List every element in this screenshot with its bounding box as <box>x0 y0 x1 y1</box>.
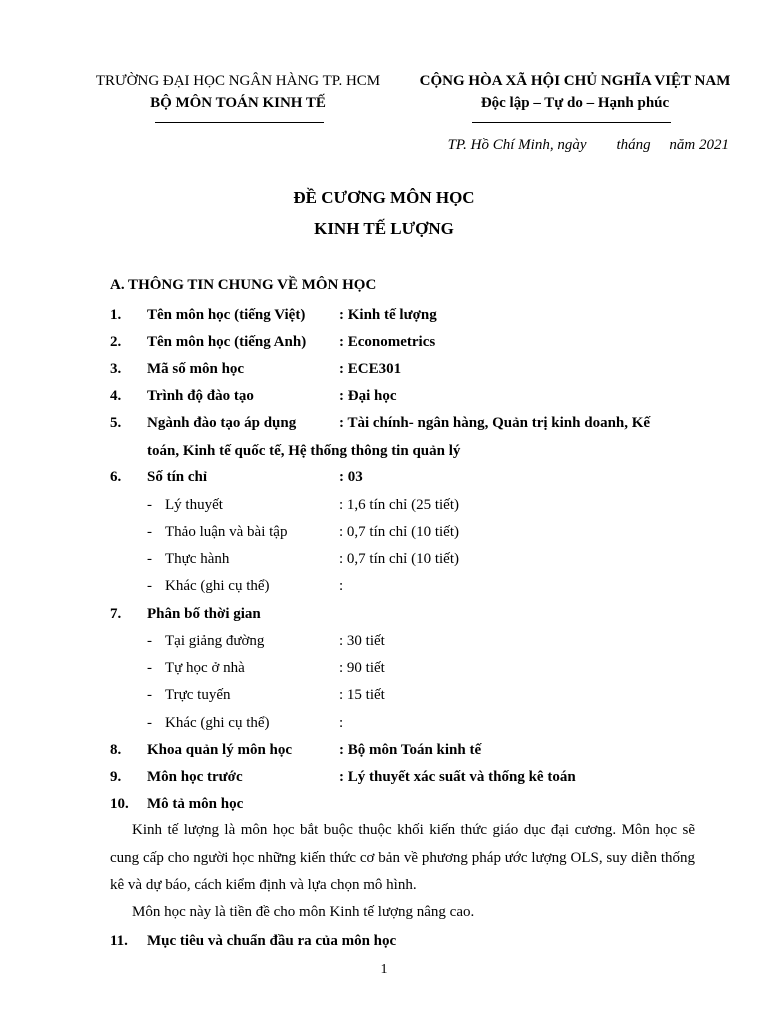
bullet-dash: - <box>147 524 152 540</box>
sub-label: Thảo luận và bài tập <box>165 524 288 540</box>
right-header-rule <box>472 122 671 123</box>
national-motto: Độc lập – Tự do – Hạnh phúc <box>480 95 670 111</box>
item-value-continuation: toán, Kinh tế quốc tế, Hệ thống thông tin quản lý <box>147 443 461 459</box>
info-row <box>110 358 695 380</box>
bullet-dash: - <box>147 660 152 676</box>
sub-value: : <box>339 715 344 731</box>
bullet-dash: - <box>147 715 152 731</box>
sub-value: : <box>339 578 344 594</box>
page-number: 1 <box>380 962 388 977</box>
item-number: 9. <box>110 769 122 785</box>
item-label: Khoa quản lý môn học <box>147 742 293 758</box>
sub-label: Tại giảng đường <box>165 633 265 649</box>
bullet-dash: - <box>147 497 152 513</box>
sub-row <box>110 575 695 597</box>
sub-value: : 15 tiết <box>339 687 385 703</box>
sub-row <box>110 712 695 734</box>
bullet-dash: - <box>147 687 152 703</box>
sub-label: Tự học ở nhà <box>165 660 245 676</box>
item-number: 3. <box>110 361 122 377</box>
info-row <box>110 766 695 788</box>
course-title: KINH TẾ LƯỢNG <box>314 219 454 238</box>
sub-row <box>110 684 695 706</box>
info-row <box>110 331 695 353</box>
item-label: Mô tả môn học <box>147 796 244 812</box>
info-row <box>110 793 695 815</box>
sub-label: Thực hành <box>165 551 230 567</box>
bullet-dash: - <box>147 578 152 594</box>
item-label: Số tín chỉ <box>147 469 208 485</box>
document-title: ĐỀ CƯƠNG MÔN HỌC <box>293 188 475 207</box>
sub-value: : 0,7 tín chỉ (10 tiết) <box>339 524 459 540</box>
item-value: : Bộ môn Toán kinh tế <box>339 742 482 758</box>
info-row <box>110 930 695 952</box>
university-name: TRƯỜNG ĐẠI HỌC NGÂN HÀNG TP. HCM <box>95 73 381 89</box>
info-row <box>110 739 695 761</box>
institution-header <box>70 70 406 114</box>
item-number: 10. <box>110 796 129 812</box>
item-number: 8. <box>110 742 122 758</box>
item-value: : Tài chính- ngân hàng, Quản trị kinh doanh, Kế <box>339 415 651 431</box>
info-row <box>110 412 695 434</box>
item-number: 7. <box>110 606 122 622</box>
item-value: : 03 <box>339 469 363 485</box>
item-label: Tên môn học (tiếng Anh) <box>147 334 307 350</box>
sub-row <box>110 630 695 652</box>
item-value: : Kinh tế lượng <box>339 307 437 323</box>
item-value: : Lý thuyết xác suất và thống kê toán <box>339 769 576 785</box>
sub-label: Lý thuyết <box>165 497 223 513</box>
sub-value: : 1,6 tín chỉ (25 tiết) <box>339 497 459 513</box>
sub-row <box>110 548 695 570</box>
department-name: BỘ MÔN TOÁN KINH TẾ <box>150 95 326 111</box>
sub-row <box>110 521 695 543</box>
sub-row <box>110 494 695 516</box>
description-paragraph: Kinh tế lượng là môn học bắt buộc thuộc khối kiến thức giáo dục đại cương. Môn học sẽ cung cấp cho người học những kiến thức cơ bản về phương pháp ước lượng OLS, suy diễn thống kê và dự báo, cách kiểm định và lựa chọn mô hình. <box>110 822 695 893</box>
item-label: Phân bố thời gian <box>147 606 261 622</box>
sub-value: : 30 tiết <box>339 633 385 649</box>
dateline: TP. Hồ Chí Minh, ngày tháng năm 2021 <box>447 137 729 153</box>
item-number: 5. <box>110 415 122 431</box>
item-value: : Econometrics <box>339 334 436 350</box>
sub-value: : 0,7 tín chỉ (10 tiết) <box>339 551 459 567</box>
sub-row <box>110 657 695 679</box>
info-row <box>110 385 695 407</box>
description-paragraph: Môn học này là tiền đề cho môn Kinh tế lượng nâng cao. <box>132 904 475 920</box>
sub-label: Khác (ghi cụ thể) <box>165 715 270 731</box>
section-heading-a: A. THÔNG TIN CHUNG VỀ MÔN HỌC <box>110 277 377 293</box>
left-header-rule <box>155 122 324 123</box>
item-value: : Đại học <box>339 388 397 404</box>
bullet-dash: - <box>147 551 152 567</box>
item-label: Ngành đào tạo áp dụng <box>147 415 297 431</box>
item-number: 1. <box>110 307 122 323</box>
national-header <box>410 70 740 114</box>
item-label: Mã số môn học <box>147 361 245 377</box>
info-row <box>110 466 695 488</box>
sub-label: Khác (ghi cụ thể) <box>165 578 270 594</box>
sub-value: : 90 tiết <box>339 660 385 676</box>
item-number: 11. <box>110 933 128 949</box>
info-row <box>110 603 695 625</box>
national-title: CỘNG HÒA XÃ HỘI CHỦ NGHĨA VIỆT NAM <box>419 73 731 89</box>
item-label: Môn học trước <box>147 769 243 785</box>
info-row <box>110 304 695 326</box>
item-label: Mục tiêu và chuẩn đầu ra của môn học <box>147 933 397 949</box>
bullet-dash: - <box>147 633 152 649</box>
item-label: Trình độ đào tạo <box>147 388 254 404</box>
item-number: 4. <box>110 388 122 404</box>
item-number: 6. <box>110 469 122 485</box>
item-number: 2. <box>110 334 122 350</box>
sub-label: Trực tuyến <box>165 687 231 703</box>
item-label: Tên môn học (tiếng Việt) <box>147 307 306 323</box>
item-value: : ECE301 <box>339 361 402 377</box>
